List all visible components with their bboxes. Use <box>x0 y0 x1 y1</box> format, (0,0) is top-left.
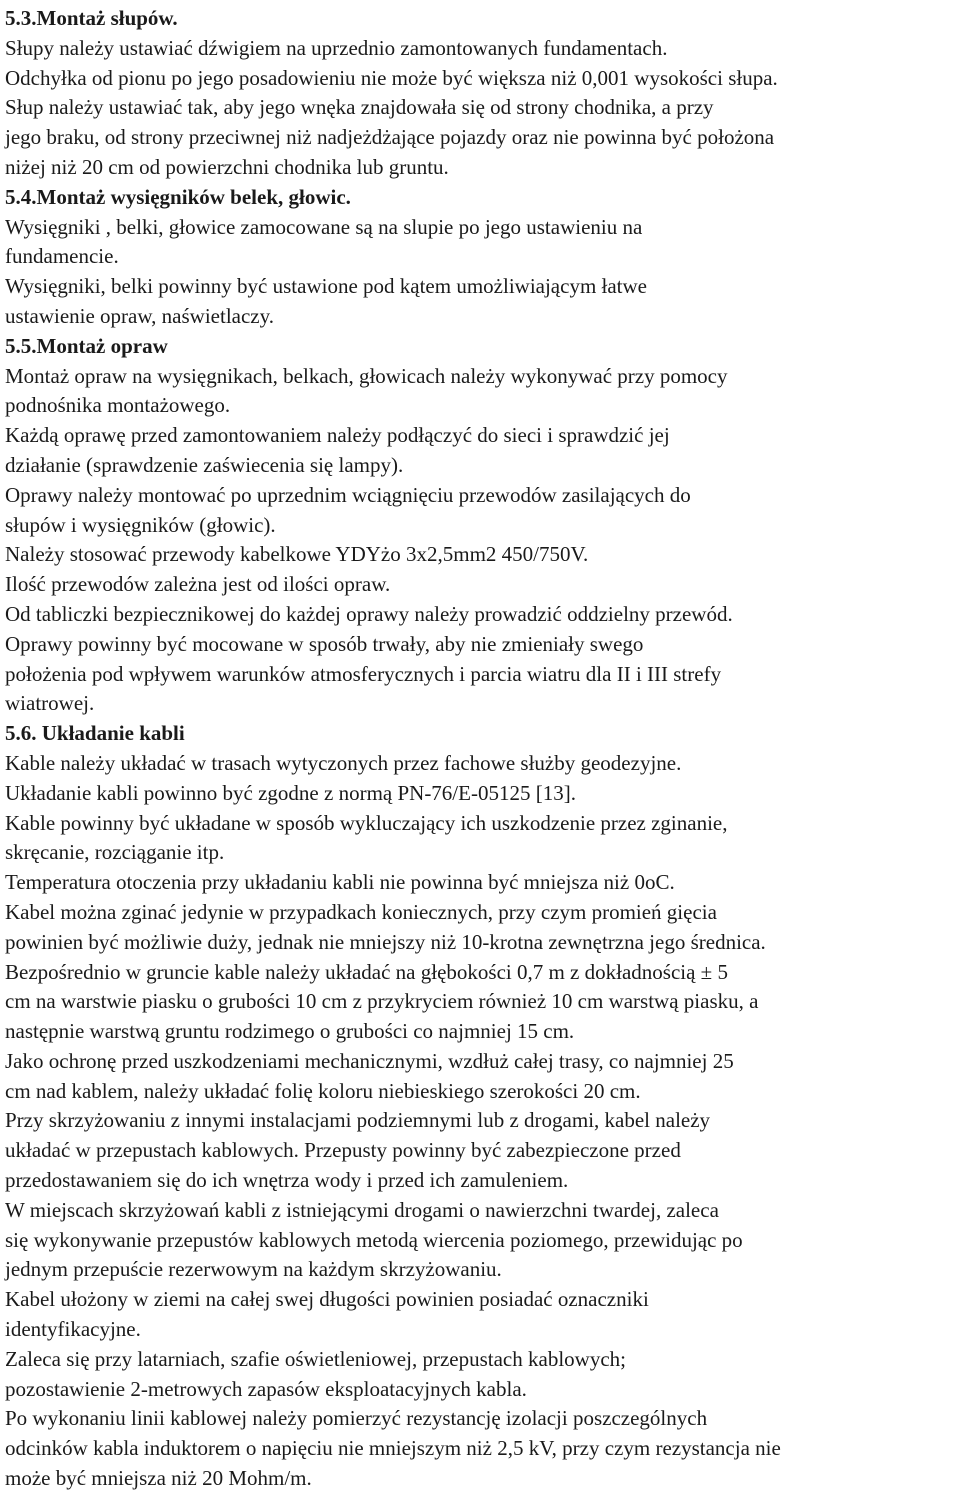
document-page <box>5 4 955 1494</box>
text-line: jednym przepuście rezerwowym na każdym skrzyżowaniu. <box>5 1257 502 1282</box>
text-line: Oprawy należy montować po uprzednim wciągnięciu przewodów zasilających do <box>5 482 691 507</box>
text-line: Wysięgniki, belki powinny być ustawione pod kątem umożliwiającym łatwe <box>5 274 648 299</box>
text-line: fundamencie. <box>5 244 119 269</box>
paragraph <box>5 213 955 273</box>
text-line: Słupy należy ustawiać dźwigiem na uprzednio zamontowanych fundamentach. <box>5 35 668 60</box>
text-line: Po wykonaniu linii kablowej należy pomierzyć rezystancję izolacji poszczególnych <box>5 1406 708 1431</box>
text-line: podnośnika montażowego. <box>5 393 231 418</box>
section-heading: 5.4.Montaż wysięgników belek, głowic. <box>5 184 351 209</box>
section-heading: 5.3.Montaż słupów. <box>5 6 178 30</box>
paragraph <box>5 809 955 869</box>
text-line: działanie (sprawdzenie zaświecenia się lampy). <box>5 452 404 477</box>
text-line: Słup należy ustawiać tak, aby jego wnęka znajdowała się od strony chodnika, a przy <box>5 95 714 120</box>
text-line: Kable należy układać w trasach wytyczonych przez fachowe służby geodezyjne. <box>5 750 682 775</box>
paragraph <box>5 1106 955 1195</box>
text-line: skręcanie, rozciąganie itp. <box>5 840 225 865</box>
text-line: pozostawienie 2-metrowych zapasów eksploatacyjnych kabla. <box>5 1376 527 1401</box>
text-line: jego braku, od strony przeciwnej niż nadjeżdżające pojazdy oraz nie powinna być położona <box>5 125 775 150</box>
text-line: ustawienie opraw, naświetlaczy. <box>5 303 275 328</box>
paragraph <box>5 481 955 541</box>
text-line: Zaleca się przy latarniach, szafie oświetleniowej, przepustach kablowych; <box>5 1346 626 1371</box>
paragraph <box>5 630 955 719</box>
paragraph <box>5 779 955 809</box>
paragraph <box>5 540 955 570</box>
paragraph <box>5 868 955 898</box>
text-line: odcinków kabla induktorem o napięciu nie mniejszym niż 2,5 kV, przy czym rezystancja nie <box>5 1436 781 1461</box>
paragraph <box>5 1047 955 1107</box>
paragraph <box>5 600 955 630</box>
text-line: Wysięgniki , belki, głowice zamocowane są na slupie po jego ustawieniu na <box>5 214 643 239</box>
paragraph <box>5 1285 955 1345</box>
text-line: W miejscach skrzyżowań kabli z istniejącymi drogami o nawierzchni twardej, zaleca <box>5 1197 719 1222</box>
text-line: się wykonywanie przepustów kablowych metodą wiercenia poziomego, przewidując po <box>5 1227 743 1252</box>
text-line: Montaż opraw na wysięgnikach, belkach, głowicach należy wykonywać przy pomocy <box>5 363 728 388</box>
paragraph <box>5 272 955 332</box>
text-line: Kabel można zginać jedynie w przypadkach koniecznych, przy czym promień gięcia <box>5 899 717 924</box>
text-line: powinien być możliwie duży, jednak nie mniejszy niż 10-krotna zewnętrzna jego średnica. <box>5 929 766 954</box>
section <box>5 719 955 1494</box>
text-line: Ilość przewodów zależna jest od ilości opraw. <box>5 572 391 597</box>
text-line: układać w przepustach kablowych. Przepusty powinny być zabezpieczone przed <box>5 1138 681 1163</box>
text-line: Bezpośrednio w gruncie kable należy układać na głębokości 0,7 m z dokładnością ± 5 <box>5 959 728 984</box>
text-line: identyfikacyjne. <box>5 1317 141 1342</box>
text-line: Jako ochronę przed uszkodzeniami mechanicznymi, wzdłuż całej trasy, co najmniej 25 <box>5 1048 734 1073</box>
paragraph <box>5 64 955 94</box>
text-line: wiatrowej. <box>5 691 95 716</box>
section-heading: 5.5.Montaż opraw <box>5 333 168 358</box>
text-line: cm na warstwie piasku o grubości 10 cm z przykryciem również 10 cm warstwą piasku, a <box>5 989 759 1014</box>
text-line: Kable powinny być układane w sposób wykluczający ich uszkodzenie przez zginanie, <box>5 810 728 835</box>
paragraph <box>5 570 955 600</box>
paragraph <box>5 1196 955 1285</box>
text-line: Każdą oprawę przed zamontowaniem należy podłączyć do sieci i sprawdzić jej <box>5 423 670 448</box>
text-line: słupów i wysięgników (głowic). <box>5 512 276 537</box>
paragraph <box>5 749 955 779</box>
text-line: przedostawaniem się do ich wnętrza wody i przed ich zamuleniem. <box>5 1168 569 1193</box>
text-line: Układanie kabli powinno być zgodne z normą PN-76/E-05125 [13]. <box>5 780 576 805</box>
text-line: może być mniejsza niż 20 Mohm/m. <box>5 1466 312 1491</box>
paragraph <box>5 362 955 422</box>
text-line: położenia pod wpływem warunków atmosferycznych i parcia wiatru dla II i III strefy <box>5 661 722 686</box>
text-line: cm nad kablem, należy układać folię koloru niebieskiego szerokości 20 cm. <box>5 1078 641 1103</box>
paragraph <box>5 898 955 958</box>
text-line: następnie warstwą gruntu rodzimego o grubości co najmniej 15 cm. <box>5 1019 575 1044</box>
section-heading: 5.6. Układanie kabli <box>5 721 185 746</box>
text-line: Oprawy powinny być mocowane w sposób trwały, aby nie zmieniały swego <box>5 631 644 656</box>
text-line: Kabel ułożony w ziemi na całej swej długości powinien posiadać oznaczniki <box>5 1287 649 1312</box>
section <box>5 183 955 332</box>
text-line: Temperatura otoczenia przy układaniu kabli nie powinna być mniejsza niż 0oC. <box>5 870 675 895</box>
text-line: Przy skrzyżowaniu z innymi instalacjami podziemnymi lub z drogami, kabel należy <box>5 1108 711 1133</box>
section <box>5 4 955 183</box>
paragraph <box>5 93 955 182</box>
paragraph <box>5 958 955 1047</box>
text-line: Odchyłka od pionu po jego posadowieniu nie może być większa niż 0,001 wysokości słupa. <box>5 65 778 90</box>
text-line: Od tabliczki bezpiecznikowej do każdej oprawy należy prowadzić oddzielny przewód. <box>5 601 733 626</box>
section <box>5 332 955 719</box>
paragraph <box>5 34 955 64</box>
paragraph <box>5 421 955 481</box>
paragraph <box>5 1404 955 1493</box>
text-line: niżej niż 20 cm od powierzchni chodnika lub gruntu. <box>5 154 449 179</box>
paragraph <box>5 1345 955 1405</box>
text-line: Należy stosować przewody kabelkowe YDYżo 3x2,5mm2 450/750V. <box>5 542 589 567</box>
